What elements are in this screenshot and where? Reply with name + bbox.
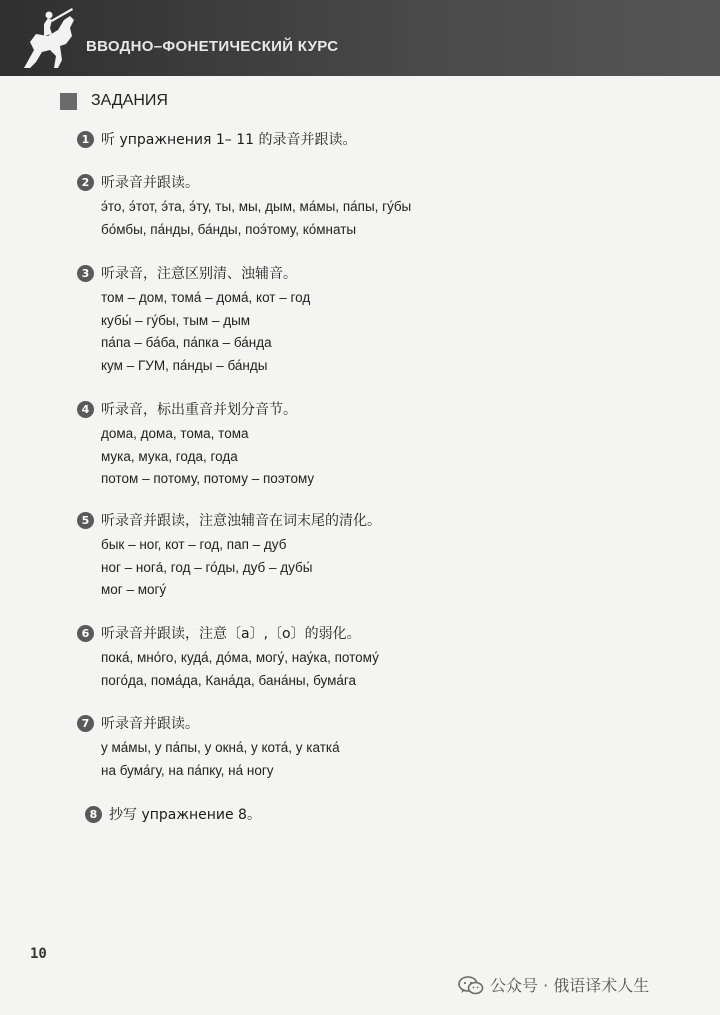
exercise-line: бо́мбы, па́нды, ба́нды, поэ́тому, ко́мнаты bbox=[101, 221, 357, 237]
task-number-badge: 8 bbox=[85, 806, 102, 823]
task-instruction: 听录音并跟读，注意〔а〕,〔о〕的弱化。 bbox=[101, 626, 361, 642]
chapter-header bbox=[0, 0, 720, 76]
exercise-line: пока́, мно́го, куда́, до́ма, могу́, нау́ка, потому́ bbox=[101, 650, 379, 665]
square-bullet-icon bbox=[60, 93, 77, 110]
exercise-line: ног – ногá, год – го́ды, дуб – дубы́ bbox=[101, 559, 313, 575]
task-number-badge: 6 bbox=[77, 625, 94, 642]
task-number-badge: 5 bbox=[77, 512, 94, 529]
watermark-text: 公众号 · 俄语译术人生 bbox=[490, 976, 650, 995]
task-number-badge: 7 bbox=[77, 715, 94, 732]
exercise-line: кубы́ – гу́бы, тым – дым bbox=[101, 312, 251, 328]
exercise-line: мука, мука, года, года bbox=[101, 448, 238, 464]
section-title: ЗАДАНИЯ bbox=[91, 92, 168, 109]
exercise-line: потом – потому, потому – поэтому bbox=[101, 471, 315, 486]
exercise-line: том – дом, тома́ – дома́, кот – год bbox=[101, 290, 311, 305]
exercise-lines bbox=[101, 647, 379, 692]
exercise-line: пого́да, пома́да, Кана́да, бана́ны, бума́га bbox=[101, 672, 357, 688]
exercise-line: э́то, э́тот, э́та, э́ту, ты, мы, дым, ма́мы, па́пы, гу́бы bbox=[101, 199, 412, 214]
task-number-badge: 2 bbox=[77, 174, 94, 191]
task-number-badge: 3 bbox=[77, 265, 94, 282]
page-number: 10 bbox=[30, 946, 47, 962]
exercise-line: мог – могу́ bbox=[101, 582, 167, 597]
exercise-line: у ма́мы, у па́пы, у окна́, у кота́, у катка́ bbox=[101, 740, 340, 755]
exercise-line: бык – ног, кот – год, пап – дуб bbox=[101, 537, 287, 552]
task-instruction: 听 упражнения 1– 11 的录音并跟读。 bbox=[101, 132, 357, 148]
exercise-lines bbox=[101, 534, 312, 602]
course-title: ВВОДНО–ФОНЕТИЧЕСКИЙ КУРС bbox=[86, 38, 339, 55]
exercise-lines bbox=[101, 423, 314, 491]
exercise-line: па́па – ба́ба, па́пка – ба́нда bbox=[101, 335, 272, 350]
task-number-badge: 1 bbox=[77, 131, 94, 148]
exercise-lines bbox=[101, 196, 411, 241]
task-instruction: 听录音并跟读。 bbox=[101, 175, 199, 191]
task-instruction: 听录音并跟读，注意浊辅音在词末尾的清化。 bbox=[101, 513, 381, 529]
exercise-lines bbox=[101, 737, 340, 782]
exercise-line: кум – ГУМ, па́нды – ба́нды bbox=[101, 357, 268, 373]
exercise-lines bbox=[101, 287, 310, 377]
exercise-line: на бума́гу, на па́пку, на́ ногу bbox=[101, 762, 274, 778]
wechat-icon bbox=[458, 976, 484, 996]
task-instruction: 抄写 упражнение 8。 bbox=[109, 807, 261, 823]
task-instruction: 听录音并跟读。 bbox=[101, 716, 199, 732]
task-instruction: 听录音，注意区别清、浊辅音。 bbox=[101, 266, 297, 282]
task-instruction: 听录音，标出重音并划分音节。 bbox=[101, 402, 297, 418]
horse-rider-icon bbox=[14, 6, 86, 72]
task-number-badge: 4 bbox=[77, 401, 94, 418]
exercise-line: дома, дома, тома, тома bbox=[101, 426, 249, 441]
